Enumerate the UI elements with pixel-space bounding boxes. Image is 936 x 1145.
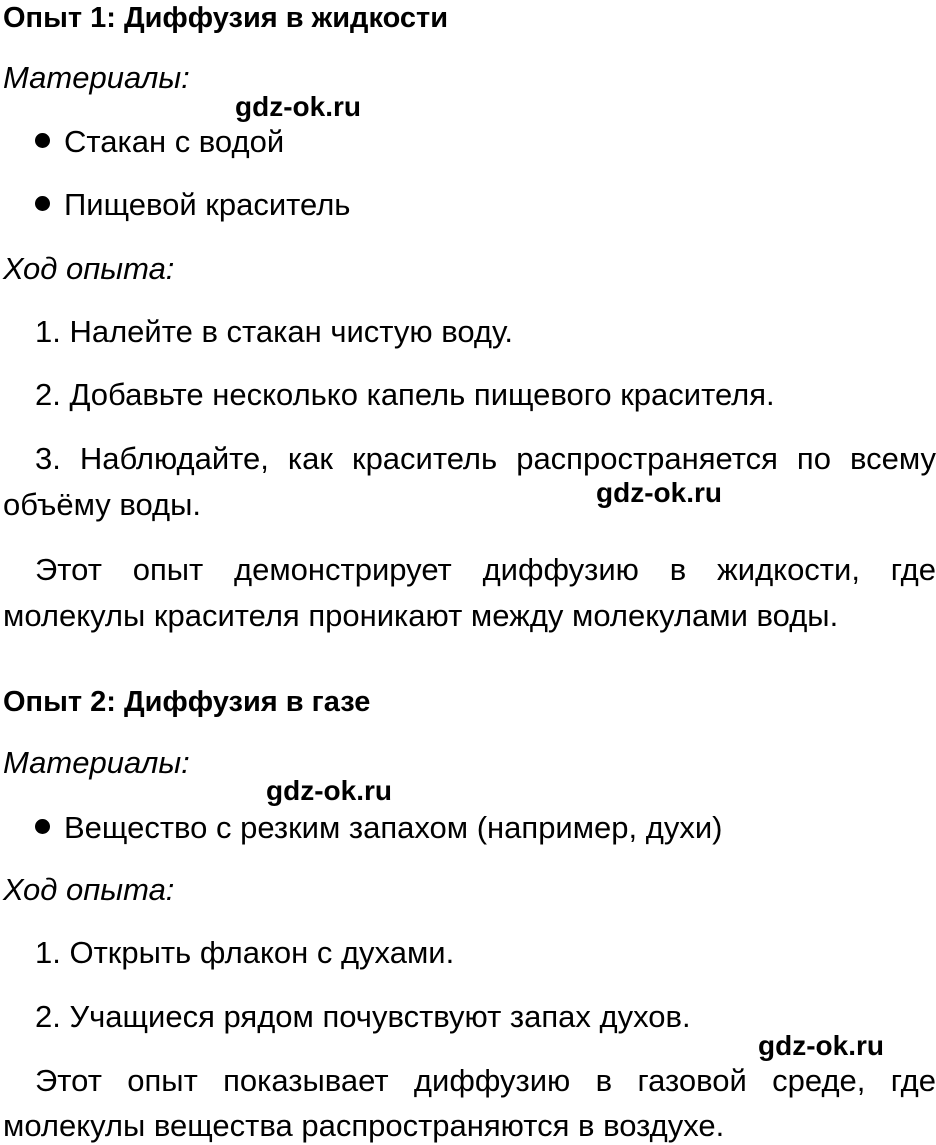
material-text: Вещество с резким запахом (например, духи): [64, 810, 723, 845]
watermark: gdz-ok.ru: [596, 477, 722, 508]
experiment-1-conclusion-line: Этот опыт демонстрирует диффузию в жидкости, где: [35, 552, 936, 587]
experiment-1-step: 2. Добавьте несколько капель пищевого красителя.: [35, 377, 775, 412]
material-text: Стакан с водой: [64, 124, 285, 159]
watermark: gdz-ok.ru: [235, 91, 361, 122]
experiment-2-step: 1. Открыть флакон с духами.: [35, 935, 455, 970]
experiment-1-step: 3. Наблюдайте, как краситель распространяется по всему: [35, 441, 936, 476]
watermark: gdz-ok.ru: [266, 775, 392, 806]
experiment-2-conclusion-line: молекулы вещества распространяются в воздухе.: [3, 1108, 725, 1143]
watermark: gdz-ok.ru: [758, 1030, 884, 1061]
experiment-1-material-item: [35, 124, 936, 160]
experiment-1-procedure-label: Ход опыта:: [3, 251, 175, 286]
bullet-dot-icon: [35, 196, 50, 211]
experiment-1-title: Опыт 1: Диффузия в жидкости: [3, 2, 449, 34]
experiment-1-materials-label: Материалы:: [3, 60, 190, 95]
experiment-1-step: 1. Налейте в стакан чистую воду.: [35, 314, 513, 349]
experiment-2-materials-label: Материалы:: [3, 745, 190, 780]
experiment-1-material-item: [35, 187, 936, 223]
material-text: Пищевой краситель: [64, 187, 351, 222]
bullet-dot-icon: [35, 133, 50, 148]
experiment-1-step-continued: объёму воды.: [3, 487, 202, 522]
experiment-2-procedure-label: Ход опыта:: [3, 872, 175, 907]
experiment-2-step: 2. Учащиеся рядом почувствуют запах духов.: [35, 999, 691, 1034]
experiment-2-conclusion-line: Этот опыт показывает диффузию в газовой среде, где: [35, 1063, 936, 1098]
experiment-2-material-item: [35, 810, 936, 846]
experiment-1-conclusion-line: молекулы красителя проникают между молекулами воды.: [3, 598, 839, 633]
bullet-dot-icon: [35, 819, 50, 834]
experiment-2-title: Опыт 2: Диффузия в газе: [3, 686, 371, 718]
